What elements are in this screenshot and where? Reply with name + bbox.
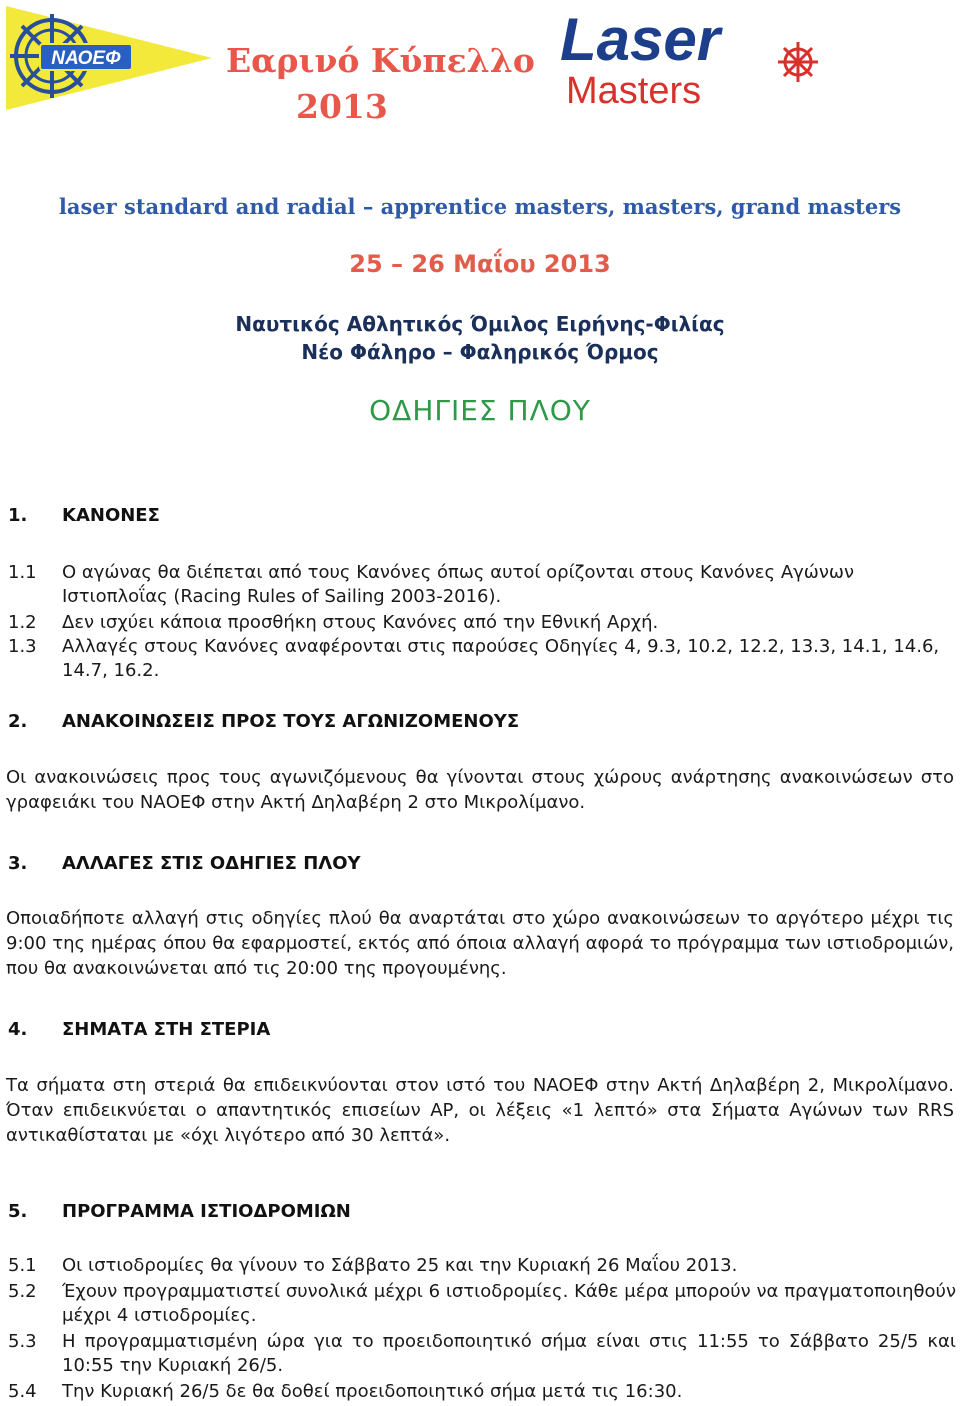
section-heading-rules [8,505,160,526]
changes-paragraph: Οποιαδήποτε αλλαγή στις οδηγίες πλού θα αναρτάται στο χώρο ανακοινώσεων το αργότερο μέχρι τις 9:00 της ημέρας όπου θα εφαρμοστεί, εκτός από όποια αλλαγή αφορά το πρόγραμμα των ιστιοδρομιών, που θα ανακοινώνεται από τις 20:00 της προγουμένης. [6,908,954,979]
schedule-item-number: 5.4 [8,1381,37,1402]
event-title-year: 2013 [296,87,388,126]
section-heading-notices [8,711,519,732]
event-title-line1: Εαρινό Κύπελλο [226,41,535,80]
classes-subtitle: laser standard and radial – apprentice masters, masters, grand masters [58,194,902,219]
section-number: 3. [8,853,28,874]
rule-item [8,635,956,683]
section-heading-changes [8,853,361,874]
schedule-item-text: Έχουν προγραμματιστεί συνολικά μέχρι 6 ιστιοδρομίες. Κάθε μέρα μπορούν να πραγματοποιηθούν μέχρι 4 ιστιοδρομίες. [62,1281,956,1326]
schedule-item [8,1280,956,1328]
event-title [226,38,535,130]
schedule-item [8,1380,956,1404]
laser-star-icon [778,42,818,82]
rule-item [8,611,956,635]
section-title: ΑΛΛΑΓΕΣ ΣΤΙΣ ΟΔΗΓΙΕΣ ΠΛΟΥ [62,853,361,874]
rule-item-number: 1.3 [8,636,37,657]
document-title: ΟΔΗΓΙΕΣ ΠΛΟΥ [369,394,591,427]
laser-logo-word: Laser [560,8,721,73]
naoef-logo-text: ΝΑΟΕΦ [51,48,121,69]
section-number: 5. [8,1201,28,1222]
event-dates: 25 – 26 Μαΐου 2013 [349,250,611,278]
section-number: 2. [8,711,28,732]
section-heading-signals [8,1019,270,1040]
schedule-item-text: Την Κυριακή 26/5 δε θα δοθεί προειδοποιητικό σήμα μετά τις 16:30. [62,1381,683,1402]
rule-item-text: Δεν ισχύει κάποια προσθήκη στους Κανόνες από την Εθνική Αρχή. [62,612,659,633]
laser-masters-logo [558,8,828,108]
naoef-pennant-logo [6,6,212,110]
rule-item-text: Αλλαγές στους Κανόνες αναφέρονται στις παρούσες Οδηγίες 4, 9.3, 10.2, 12.2, 13.3, 14.1, 14.6, 14.7, 16.2. [62,636,940,681]
rule-item [8,561,956,609]
section-number: 4. [8,1019,28,1040]
schedule-item-number: 5.1 [8,1255,37,1276]
schedule-item-text: Η προγραμματισμένη ώρα για το προειδοποιητικό σήμα είναι στις 11:55 το Σάββατο 25/5 και 10:55 την Κυριακή 26/5. [62,1331,956,1376]
schedule-item [8,1254,956,1278]
rule-item-text: Ο αγώνας θα διέπεται από τους Κανόνες όπως αυτοί ορίζονται στους Κανόνες Αγώνων Ιστιοπλοΐας (Racing Rules of Sailing 2003-2016). [62,562,855,607]
rule-item-number: 1.1 [8,562,37,583]
section-number: 1. [8,505,28,526]
signals-paragraph: Τα σήματα στη στεριά θα επιδεικνύονται στον ιστό του ΝΑΟΕΦ στην Ακτή Δηλαβέρη 2, Μικρολίμανο. Όταν επιδεικνύεται ο απαντητικός επισείων AP, οι λέξεις «1 λεπτό» στα Σήματα Αγώνων των RRS αντικαθίσταται με «όχι λιγότερο από 30 λεπτά». [6,1075,954,1146]
schedule-item [8,1330,956,1378]
section-heading-schedule [8,1201,351,1222]
schedule-item-number: 5.3 [8,1331,37,1352]
rule-item-number: 1.2 [8,612,37,633]
section-title: ΠΡΟΓΡΑΜΜΑ ΙΣΤΙΟΔΡΟΜΙΩΝ [62,1201,351,1222]
schedule-item-text: Οι ιστιοδρομίες θα γίνουν το Σάββατο 25 και την Κυριακή 26 Μαΐου 2013. [62,1255,738,1276]
club-name: Ναυτικός Αθλητικός Όμιλος Ειρήνης-Φιλίας [235,312,725,336]
schedule-item-number: 5.2 [8,1281,37,1302]
section-title: ΣΗΜΑΤΑ ΣΤΗ ΣΤΕΡΙΑ [62,1019,271,1040]
section-title: ΑΝΑΚΟΙΝΩΣΕΙΣ ΠΡΟΣ ΤΟΥΣ ΑΓΩΝΙΖΟΜΕΝΟΥΣ [62,711,520,732]
masters-logo-word: Masters [566,70,702,108]
club-location: Νέο Φάληρο – Φαληρικός Όρμος [301,340,659,364]
section-title: ΚΑΝΟΝΕΣ [62,505,160,526]
organizing-club [0,310,960,366]
notices-paragraph: Οι ανακοινώσεις προς τους αγωνιζόμενους θα γίνονται στους χώρους ανάρτησης ανακοινώσεων στο γραφειάκι του ΝΑΟΕΦ στην Ακτή Δηλαβέρη 2 στο Μικρολίμανο. [6,767,954,813]
